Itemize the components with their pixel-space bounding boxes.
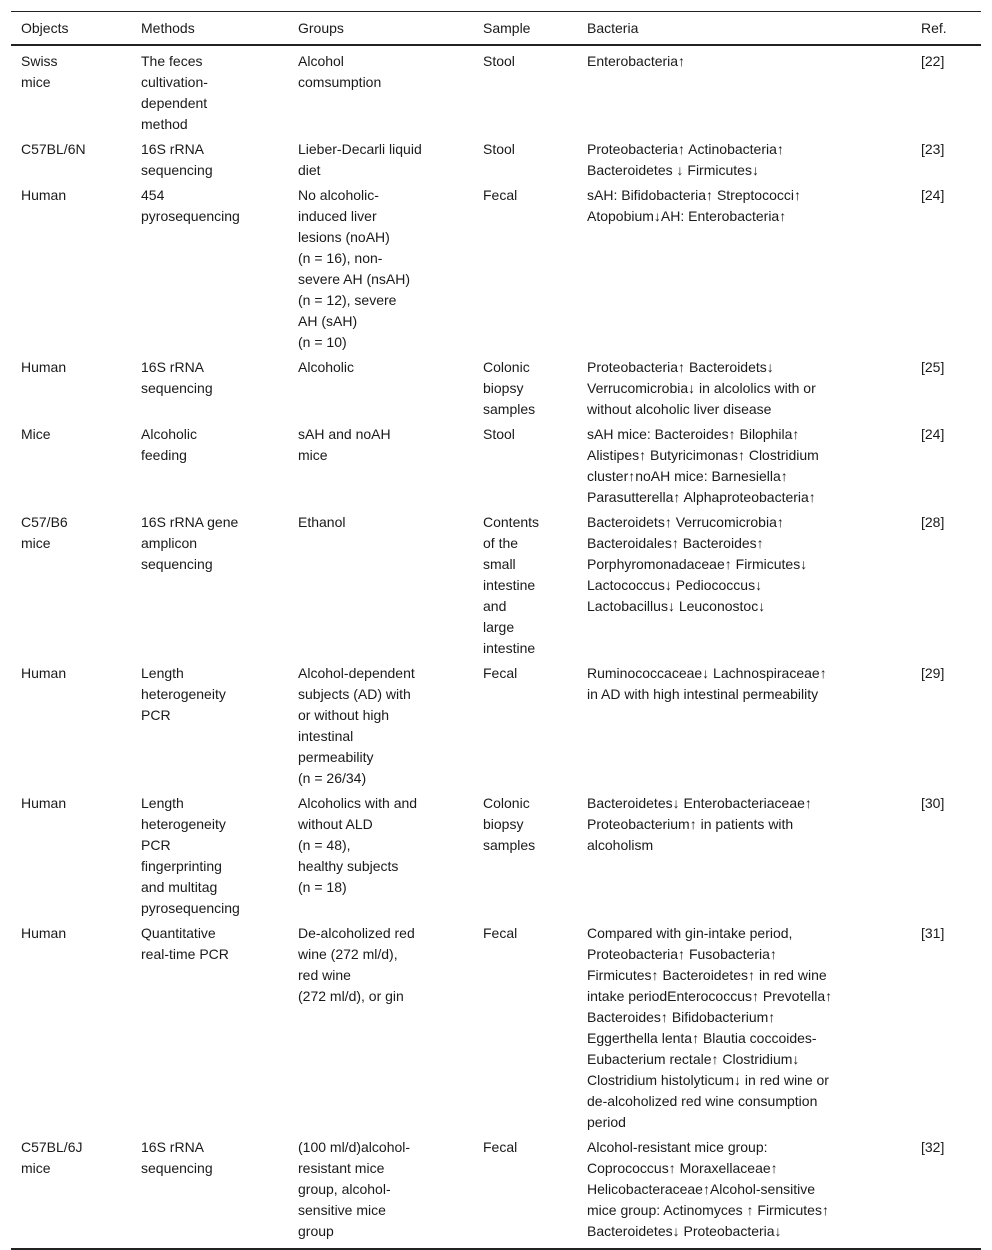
- cell-bacteria: sAH: Bifidobacteria↑ Streptococci↑ Atopobium↓AH: Enterobacteria↑: [587, 187, 801, 224]
- bacteria-alcohol-table: [11, 11, 981, 1250]
- cell-bacteria: Alcohol-resistant mice group: Coprococcus↑ Moraxellaceae↑ Helicobacteraceae↑Alcohol-sensitive mice group: Actinomyces ↑ Firmicutes↑ Bacteroidetes↓ Proteobacteria↓: [587, 1139, 829, 1239]
- cell-bacteria: Compared with gin-intake period, Proteobacteria↑ Fusobacteria↑ Firmicutes↑ Bacteroidetes↑ in red wine intake periodEnterococcus↑ Prevotella↑ Bacteroides↑ Bifidobacterium↑ Eggerthella lenta↑ Blautia coccoides- Eubacterium rectale↑ Clostridium↓ Clostridium histolyticum↓ in red wine or de-alcoholized red wine consumption period: [587, 925, 833, 1130]
- cell-sample: Fecal: [483, 925, 518, 941]
- cell-ref: [32]: [921, 1139, 945, 1155]
- table-row: [11, 421, 981, 509]
- cell-sample: Fecal: [483, 187, 518, 203]
- header-groups: Groups: [298, 20, 344, 36]
- cell-objects: Human: [21, 359, 67, 375]
- cell-objects: C57BL/6J mice: [21, 1139, 83, 1176]
- cell-methods: Quantitative real-time PCR: [141, 925, 229, 962]
- cell-groups: Lieber-Decarli liquid diet: [298, 141, 422, 178]
- header-ref: Ref.: [921, 20, 947, 36]
- cell-objects: Swiss mice: [21, 53, 58, 90]
- cell-bacteria: Bacteroidets↑ Verrucomicrobia↑ Bacteroidales↑ Bacteroides↑ Porphyromonadaceae↑ Firmicutes↓ Lactococcus↓ Pediococcus↓ Lactobacillus↓ Leuconostoc↓: [587, 514, 808, 614]
- cell-ref: [28]: [921, 514, 945, 530]
- table-body: [11, 45, 981, 1249]
- cell-groups: Alcoholics with and without ALD (n = 48), healthy subjects (n = 18): [298, 795, 418, 895]
- cell-bacteria: Proteobacteria↑ Bacteroidets↓ Verrucomicrobia↓ in alcololics with or without alcoholic liver disease: [587, 359, 816, 417]
- cell-groups: Alcohol-dependent subjects (AD) with or without high intestinal permeability (n = 26/34): [298, 665, 415, 786]
- table-row: [11, 660, 981, 790]
- cell-groups: De-alcoholized red wine (272 ml/d), red wine (272 ml/d), or gin: [298, 925, 415, 1004]
- header-bacteria: Bacteria: [587, 20, 639, 36]
- cell-objects: Human: [21, 925, 67, 941]
- cell-sample: Stool: [483, 141, 515, 157]
- cell-sample: Stool: [483, 426, 515, 442]
- table-row: [11, 1134, 981, 1249]
- cell-bacteria: Proteobacteria↑ Actinobacteria↑ Bacteroidetes ↓ Firmicutes↓: [587, 141, 784, 178]
- table-row: [11, 790, 981, 920]
- header-methods: Methods: [141, 20, 195, 36]
- table-row: [11, 920, 981, 1134]
- table-row: [11, 45, 981, 136]
- cell-groups: Alcohol comsumption: [298, 53, 382, 90]
- cell-methods: Length heterogeneity PCR: [141, 665, 226, 723]
- cell-groups: No alcoholic- induced liver lesions (noAH) (n = 16), non- severe AH (nsAH) (n = 12), severe AH (sAH) (n = 10): [298, 187, 411, 350]
- cell-objects: Human: [21, 187, 67, 203]
- cell-methods: 16S rRNA gene amplicon sequencing: [141, 514, 239, 572]
- table-row: [11, 182, 981, 354]
- cell-ref: [22]: [921, 53, 945, 69]
- cell-ref: [31]: [921, 925, 945, 941]
- cell-objects: Human: [21, 665, 67, 681]
- table-header: [11, 12, 981, 46]
- cell-bacteria: Ruminococcaceae↓ Lachnospiraceae↑ in AD with high intestinal permeability: [587, 665, 827, 702]
- cell-methods: Length heterogeneity PCR fingerprinting and multitag pyrosequencing: [141, 795, 240, 916]
- cell-ref: [24]: [921, 426, 945, 442]
- cell-methods: 16S rRNA sequencing: [141, 1139, 213, 1176]
- cell-groups: Ethanol: [298, 514, 346, 530]
- cell-objects: Mice: [21, 426, 51, 442]
- cell-sample: Colonic biopsy samples: [483, 359, 536, 417]
- header-sample: Sample: [483, 20, 531, 36]
- cell-ref: [30]: [921, 795, 945, 811]
- table-row: [11, 136, 981, 182]
- header-objects: Objects: [21, 20, 69, 36]
- cell-objects: Human: [21, 795, 67, 811]
- cell-sample: Contents of the small intestine and large intestine: [483, 514, 540, 656]
- cell-ref: [23]: [921, 141, 945, 157]
- cell-ref: [25]: [921, 359, 945, 375]
- cell-groups: sAH and noAH mice: [298, 426, 391, 463]
- cell-groups: Alcoholic: [298, 359, 355, 375]
- table-row: [11, 354, 981, 421]
- cell-ref: [29]: [921, 665, 945, 681]
- cell-groups: (100 ml/d)alcohol- resistant mice group, alcohol- sensitive mice group: [298, 1139, 411, 1239]
- cell-methods: 16S rRNA sequencing: [141, 359, 213, 396]
- cell-sample: Fecal: [483, 1139, 518, 1155]
- cell-objects: C57BL/6N: [21, 141, 86, 157]
- header-row: [11, 12, 981, 46]
- cell-methods: 454 pyrosequencing: [141, 187, 240, 224]
- cell-bacteria: sAH mice: Bacteroides↑ Bilophila↑ Alistipes↑ Butyricimonas↑ Clostridium cluster↑noAH mice: Barnesiella↑ Parasutterella↑ Alphaproteobacteria↑: [587, 426, 819, 505]
- cell-bacteria: Enterobacteria↑: [587, 53, 686, 69]
- cell-methods: The feces cultivation- dependent method: [141, 53, 208, 132]
- cell-sample: Colonic biopsy samples: [483, 795, 536, 853]
- cell-methods: Alcoholic feeding: [141, 426, 198, 463]
- cell-objects: C57/B6 mice: [21, 514, 68, 551]
- cell-bacteria: Bacteroidetes↓ Enterobacteriaceae↑ Proteobacterium↑ in patients with alcoholism: [587, 795, 812, 853]
- cell-sample: Stool: [483, 53, 515, 69]
- cell-sample: Fecal: [483, 665, 518, 681]
- table-row: [11, 509, 981, 660]
- cell-methods: 16S rRNA sequencing: [141, 141, 213, 178]
- cell-ref: [24]: [921, 187, 945, 203]
